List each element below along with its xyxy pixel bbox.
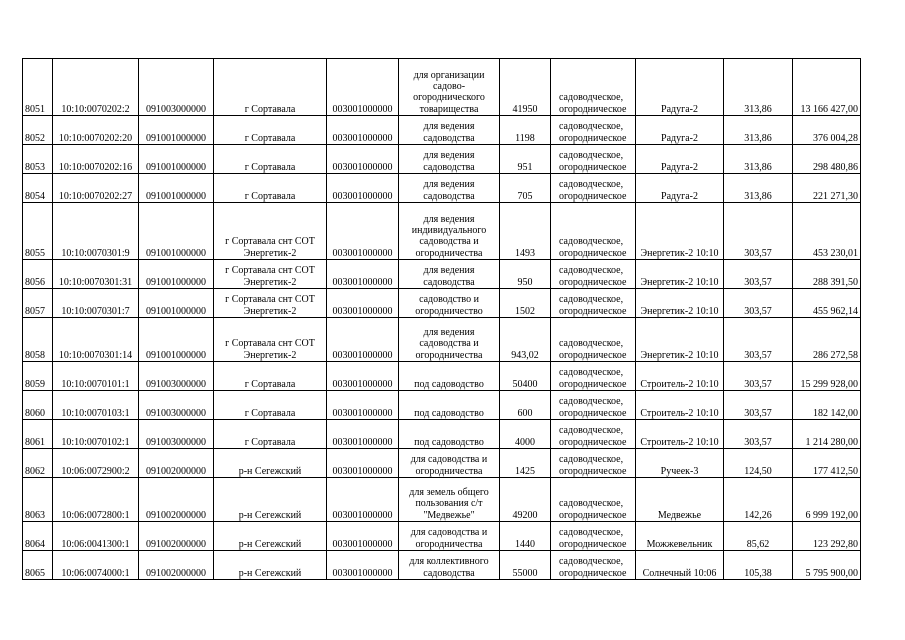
cadastral-value: 15 299 928,00 xyxy=(793,362,861,391)
table-row xyxy=(23,59,861,116)
permitted-use: для ведения индивидуального садоводства и огородничества xyxy=(399,203,500,260)
category-cell: садоводческое, огородническое xyxy=(551,318,636,362)
okato-code: 003001000000 xyxy=(327,59,399,116)
cadastral-value: 298 480,86 xyxy=(793,145,861,174)
association-name: Солнечный 10:06 xyxy=(636,551,724,580)
area-cell: 55000 xyxy=(500,551,551,580)
cadastral-value: 182 142,00 xyxy=(793,391,861,420)
permitted-use: садоводство и огородничество xyxy=(399,289,500,318)
okato-code: 003001000000 xyxy=(327,522,399,551)
table-row xyxy=(23,318,861,362)
okato-code: 003001000000 xyxy=(327,420,399,449)
specific-value: 313,86 xyxy=(724,59,793,116)
okato-code: 003001000000 xyxy=(327,362,399,391)
category-cell: садоводческое, огородническое xyxy=(551,478,636,522)
association-name: Можжевельник xyxy=(636,522,724,551)
category-cell: садоводческое, огородническое xyxy=(551,391,636,420)
table-row xyxy=(23,449,861,478)
table-row xyxy=(23,478,861,522)
category-cell: садоводческое, огородническое xyxy=(551,59,636,116)
specific-value: 85,62 xyxy=(724,522,793,551)
association-name: Строитель-2 10:10 xyxy=(636,420,724,449)
cadastral-number: 10:06:0041300:1 xyxy=(53,522,139,551)
area-cell: 49200 xyxy=(500,478,551,522)
row-number: 8063 xyxy=(23,478,53,522)
association-name: Радуга-2 xyxy=(636,145,724,174)
row-number: 8054 xyxy=(23,174,53,203)
category-cell: садоводческое, огородническое xyxy=(551,289,636,318)
permitted-use: для ведения садоводства xyxy=(399,145,500,174)
permitted-use: для ведения садоводства xyxy=(399,260,500,289)
area-cell: 4000 xyxy=(500,420,551,449)
table-body xyxy=(23,59,861,580)
area-cell: 41950 xyxy=(500,59,551,116)
association-name: Энергетик-2 10:10 xyxy=(636,203,724,260)
cadastral-value: 1 214 280,00 xyxy=(793,420,861,449)
specific-value: 303,57 xyxy=(724,362,793,391)
code-cell: 091003000000 xyxy=(139,362,214,391)
cadastral-number: 10:06:0072900:2 xyxy=(53,449,139,478)
permitted-use: под садоводство xyxy=(399,420,500,449)
category-cell: садоводческое, огородническое xyxy=(551,174,636,203)
code-cell: 091002000000 xyxy=(139,478,214,522)
area-cell: 1502 xyxy=(500,289,551,318)
category-cell: садоводческое, огородническое xyxy=(551,203,636,260)
code-cell: 091003000000 xyxy=(139,391,214,420)
code-cell: 091001000000 xyxy=(139,174,214,203)
okato-code: 003001000000 xyxy=(327,449,399,478)
specific-value: 105,38 xyxy=(724,551,793,580)
cadastral-value: 123 292,80 xyxy=(793,522,861,551)
code-cell: 091002000000 xyxy=(139,551,214,580)
row-number: 8057 xyxy=(23,289,53,318)
row-number: 8052 xyxy=(23,116,53,145)
row-number: 8065 xyxy=(23,551,53,580)
code-cell: 091003000000 xyxy=(139,59,214,116)
table-row xyxy=(23,551,861,580)
code-cell: 091003000000 xyxy=(139,420,214,449)
association-name: Строитель-2 10:10 xyxy=(636,391,724,420)
code-cell: 091001000000 xyxy=(139,318,214,362)
category-cell: садоводческое, огородническое xyxy=(551,522,636,551)
okato-code: 003001000000 xyxy=(327,478,399,522)
location-cell: г Сортавала xyxy=(214,59,327,116)
specific-value: 124,50 xyxy=(724,449,793,478)
category-cell: садоводческое, огородническое xyxy=(551,551,636,580)
association-name: Энергетик-2 10:10 xyxy=(636,318,724,362)
cadastral-value: 376 004,28 xyxy=(793,116,861,145)
okato-code: 003001000000 xyxy=(327,116,399,145)
location-cell: г Сортавала снт СОТ Энергетик-2 xyxy=(214,318,327,362)
row-number: 8055 xyxy=(23,203,53,260)
okato-code: 003001000000 xyxy=(327,203,399,260)
area-cell: 50400 xyxy=(500,362,551,391)
cadastral-value: 5 795 900,00 xyxy=(793,551,861,580)
code-cell: 091002000000 xyxy=(139,449,214,478)
cadastral-value: 6 999 192,00 xyxy=(793,478,861,522)
category-cell: садоводческое, огородническое xyxy=(551,362,636,391)
cadastral-number: 10:10:0070202:16 xyxy=(53,145,139,174)
location-cell: г Сортавала xyxy=(214,420,327,449)
row-number: 8058 xyxy=(23,318,53,362)
area-cell: 705 xyxy=(500,174,551,203)
location-cell: г Сортавала xyxy=(214,391,327,420)
table-row xyxy=(23,362,861,391)
land-registry-table xyxy=(22,58,861,580)
row-number: 8060 xyxy=(23,391,53,420)
area-cell: 1425 xyxy=(500,449,551,478)
area-cell: 950 xyxy=(500,260,551,289)
area-cell: 951 xyxy=(500,145,551,174)
location-cell: г Сортавала xyxy=(214,174,327,203)
permitted-use: для ведения садоводства xyxy=(399,174,500,203)
cadastral-value: 221 271,30 xyxy=(793,174,861,203)
location-cell: г Сортавала снт СОТ Энергетик-2 xyxy=(214,260,327,289)
code-cell: 091001000000 xyxy=(139,260,214,289)
permitted-use: под садоводство xyxy=(399,391,500,420)
permitted-use: для садоводства и огородничества xyxy=(399,522,500,551)
table-row xyxy=(23,145,861,174)
cadastral-number: 10:10:0070301:31 xyxy=(53,260,139,289)
specific-value: 303,57 xyxy=(724,260,793,289)
area-cell: 600 xyxy=(500,391,551,420)
okato-code: 003001000000 xyxy=(327,289,399,318)
row-number: 8056 xyxy=(23,260,53,289)
cadastral-value: 286 272,58 xyxy=(793,318,861,362)
location-cell: р-н Сегежский xyxy=(214,551,327,580)
permitted-use: под садоводство xyxy=(399,362,500,391)
code-cell: 091002000000 xyxy=(139,522,214,551)
specific-value: 303,57 xyxy=(724,318,793,362)
association-name: Ручеек-3 xyxy=(636,449,724,478)
category-cell: садоводческое, огородническое xyxy=(551,260,636,289)
okato-code: 003001000000 xyxy=(327,391,399,420)
association-name: Медвежье xyxy=(636,478,724,522)
table-row xyxy=(23,391,861,420)
okato-code: 003001000000 xyxy=(327,551,399,580)
category-cell: садоводческое, огородническое xyxy=(551,116,636,145)
row-number: 8059 xyxy=(23,362,53,391)
permitted-use: для организации садово-огороднического товарищества xyxy=(399,59,500,116)
specific-value: 142,26 xyxy=(724,478,793,522)
code-cell: 091001000000 xyxy=(139,116,214,145)
cadastral-number: 10:06:0072800:1 xyxy=(53,478,139,522)
row-number: 8062 xyxy=(23,449,53,478)
permitted-use: для земель общего пользования с/т "Медвежье" xyxy=(399,478,500,522)
cadastral-number: 10:10:0070202:2 xyxy=(53,59,139,116)
location-cell: г Сортавала xyxy=(214,362,327,391)
association-name: Радуга-2 xyxy=(636,174,724,203)
category-cell: садоводческое, огородническое xyxy=(551,420,636,449)
area-cell: 1493 xyxy=(500,203,551,260)
table-row xyxy=(23,420,861,449)
specific-value: 313,86 xyxy=(724,145,793,174)
location-cell: р-н Сегежский xyxy=(214,449,327,478)
okato-code: 003001000000 xyxy=(327,145,399,174)
association-name: Строитель-2 10:10 xyxy=(636,362,724,391)
location-cell: г Сортавала снт СОТ Энергетик-2 xyxy=(214,203,327,260)
association-name: Энергетик-2 10:10 xyxy=(636,289,724,318)
cadastral-value: 455 962,14 xyxy=(793,289,861,318)
table-row xyxy=(23,116,861,145)
permitted-use: для ведения садоводства xyxy=(399,116,500,145)
cadastral-value: 13 166 427,00 xyxy=(793,59,861,116)
area-cell: 943,02 xyxy=(500,318,551,362)
table-row xyxy=(23,174,861,203)
location-cell: р-н Сегежский xyxy=(214,522,327,551)
cadastral-value: 177 412,50 xyxy=(793,449,861,478)
association-name: Радуга-2 xyxy=(636,116,724,145)
area-cell: 1440 xyxy=(500,522,551,551)
permitted-use: для садоводства и огородничества xyxy=(399,449,500,478)
permitted-use: для ведения садоводства и огородничества xyxy=(399,318,500,362)
cadastral-number: 10:10:0070301:14 xyxy=(53,318,139,362)
okato-code: 003001000000 xyxy=(327,260,399,289)
cadastral-number: 10:10:0070202:20 xyxy=(53,116,139,145)
code-cell: 091001000000 xyxy=(139,203,214,260)
category-cell: садоводческое, огородническое xyxy=(551,145,636,174)
cadastral-number: 10:10:0070102:1 xyxy=(53,420,139,449)
cadastral-number: 10:10:0070103:1 xyxy=(53,391,139,420)
specific-value: 303,57 xyxy=(724,203,793,260)
row-number: 8051 xyxy=(23,59,53,116)
cadastral-number: 10:10:0070101:1 xyxy=(53,362,139,391)
row-number: 8064 xyxy=(23,522,53,551)
table-row xyxy=(23,203,861,260)
location-cell: р-н Сегежский xyxy=(214,478,327,522)
category-cell: садоводческое, огородническое xyxy=(551,449,636,478)
code-cell: 091001000000 xyxy=(139,145,214,174)
area-cell: 1198 xyxy=(500,116,551,145)
association-name: Радуга-2 xyxy=(636,59,724,116)
specific-value: 313,86 xyxy=(724,116,793,145)
location-cell: г Сортавала xyxy=(214,145,327,174)
table-row xyxy=(23,522,861,551)
cadastral-number: 10:10:0070202:27 xyxy=(53,174,139,203)
specific-value: 313,86 xyxy=(724,174,793,203)
specific-value: 303,57 xyxy=(724,420,793,449)
row-number: 8053 xyxy=(23,145,53,174)
location-cell: г Сортавала снт СОТ Энергетик-2 xyxy=(214,289,327,318)
specific-value: 303,57 xyxy=(724,289,793,318)
cadastral-number: 10:06:0074000:1 xyxy=(53,551,139,580)
specific-value: 303,57 xyxy=(724,391,793,420)
location-cell: г Сортавала xyxy=(214,116,327,145)
okato-code: 003001000000 xyxy=(327,318,399,362)
cadastral-number: 10:10:0070301:9 xyxy=(53,203,139,260)
cadastral-value: 288 391,50 xyxy=(793,260,861,289)
cadastral-value: 453 230,01 xyxy=(793,203,861,260)
table-row xyxy=(23,289,861,318)
permitted-use: для коллективного садоводства xyxy=(399,551,500,580)
association-name: Энергетик-2 10:10 xyxy=(636,260,724,289)
okato-code: 003001000000 xyxy=(327,174,399,203)
code-cell: 091001000000 xyxy=(139,289,214,318)
row-number: 8061 xyxy=(23,420,53,449)
table-row xyxy=(23,260,861,289)
cadastral-number: 10:10:0070301:7 xyxy=(53,289,139,318)
